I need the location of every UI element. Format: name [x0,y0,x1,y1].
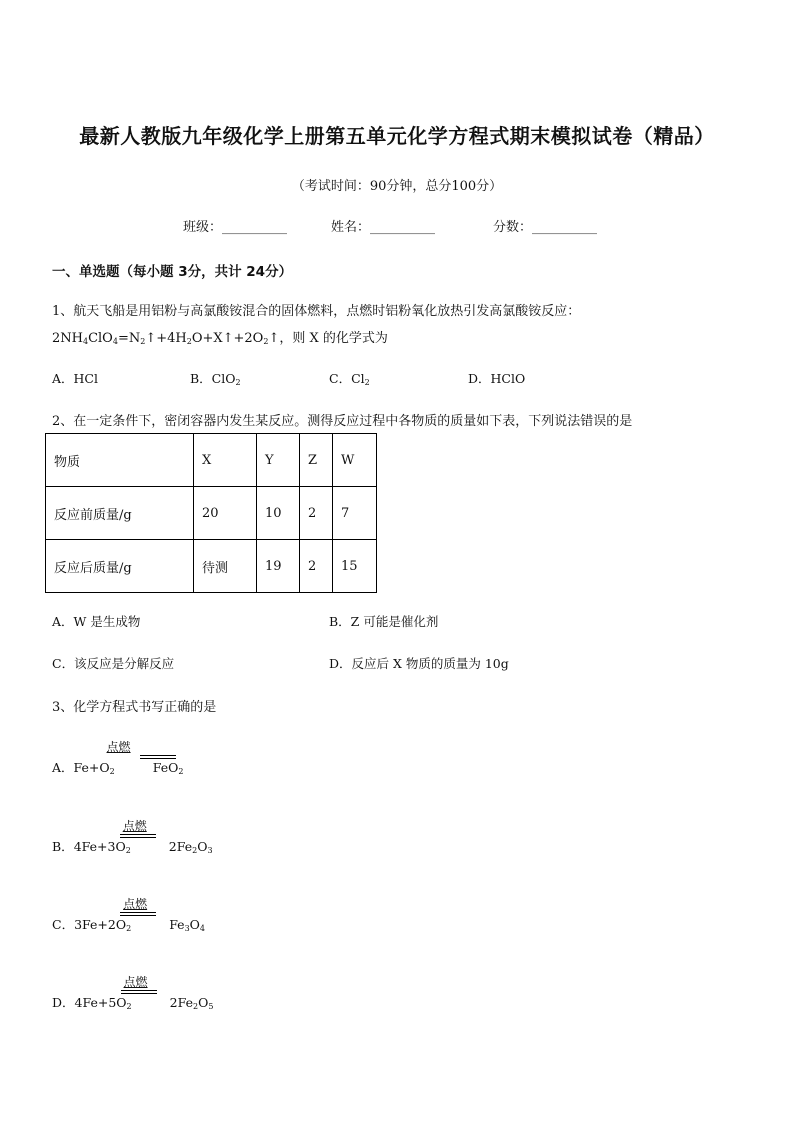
table-row [46,434,377,487]
table-cell: 7 [333,487,377,540]
condition-label: 点燃 [123,897,148,911]
equals-arrow [121,990,157,994]
page-title: 最新人教版九年级化学上册第五单元化学方程式期末模拟试卷（精品） [79,124,715,148]
q1-option-c: C．$Cl_2$ [329,371,370,387]
q3-option-c: C．$3Fe+2O_2$ 点燃 $Fe_3O_4$ [52,897,206,933]
q1-option-b: B．ClO$_2$ [190,371,241,387]
table-cell: 20 [194,487,257,540]
equals-arrow [120,834,156,838]
q2-stem: 2、在一定条件下，密闭容器内发生某反应。测得反应过程中各物质的质量如下表，下列说法错误的是 [52,414,633,429]
table-cell: 反应前质量/g [46,487,194,540]
condition-label: 点燃 [123,975,148,989]
q1-option-a: A．HCl [52,371,98,386]
q3-option-d: D．$4Fe+5O_2$ 点燃 $2Fe_2O_5$ [52,975,214,1011]
section-heading: 一、单选题（每小题 3分，共计 24分） [52,264,293,280]
table-cell: 15 [333,540,377,593]
q2-option-d: D．反应后 X 物质的质量为 10g [329,656,509,671]
table-cell: 10 [257,487,300,540]
q3-option-a: A．$Fe+O_2$ 点燃 FeO$_2$ [52,740,184,776]
q2-option-c: C．该反应是分解反应 [52,656,175,671]
table-cell: 2 [300,540,333,593]
table-cell: 物质 [46,434,194,487]
condition-label: 点燃 [122,819,147,833]
table-cell: 19 [257,540,300,593]
exam-subtitle: （考试时间：90分钟，总分100分） [291,179,503,194]
table-cell: 反应后质量/g [46,540,194,593]
q2-option-b: B．Z 可能是催化剂 [329,614,439,629]
table-cell: Z [300,434,333,487]
equals-arrow [140,755,176,759]
score-field: 分数：__________ [493,220,598,235]
table-cell: 待测 [194,540,257,593]
table-cell: W [333,434,377,487]
table-row [46,540,377,593]
q1-stem: 1、航天飞船是用铝粉与高氯酸铵混合的固体燃料，点燃时铝粉氧化放热引发高氯酸铵反应： [52,304,581,319]
mass-table [45,433,377,593]
q1-equation-tail: ↑，则 X 的化学式为 [268,331,388,346]
q1-option-d: D．HClO [468,371,526,386]
q2-option-a: A．W 是生成物 [52,614,141,629]
class-field: 班级：__________ [183,220,288,235]
q3-stem: 3、化学方程式书写正确的是 [52,700,217,715]
equals-arrow [120,912,156,916]
q1-equation: $2NH_4ClO_4=N_2↑+4H_2O+X↑+2O_2↑$，则 X 的化学式为 [52,331,388,346]
table-cell: X [194,434,257,487]
name-field: 姓名：__________ [331,220,436,235]
condition-label: 点燃 [106,740,131,754]
table-cell: Y [257,434,300,487]
table-cell: 2 [300,487,333,540]
table-row [46,487,377,540]
q3-option-b: B．$4Fe+3O_2$ 点燃 $2Fe_2O_3$ [52,819,213,855]
